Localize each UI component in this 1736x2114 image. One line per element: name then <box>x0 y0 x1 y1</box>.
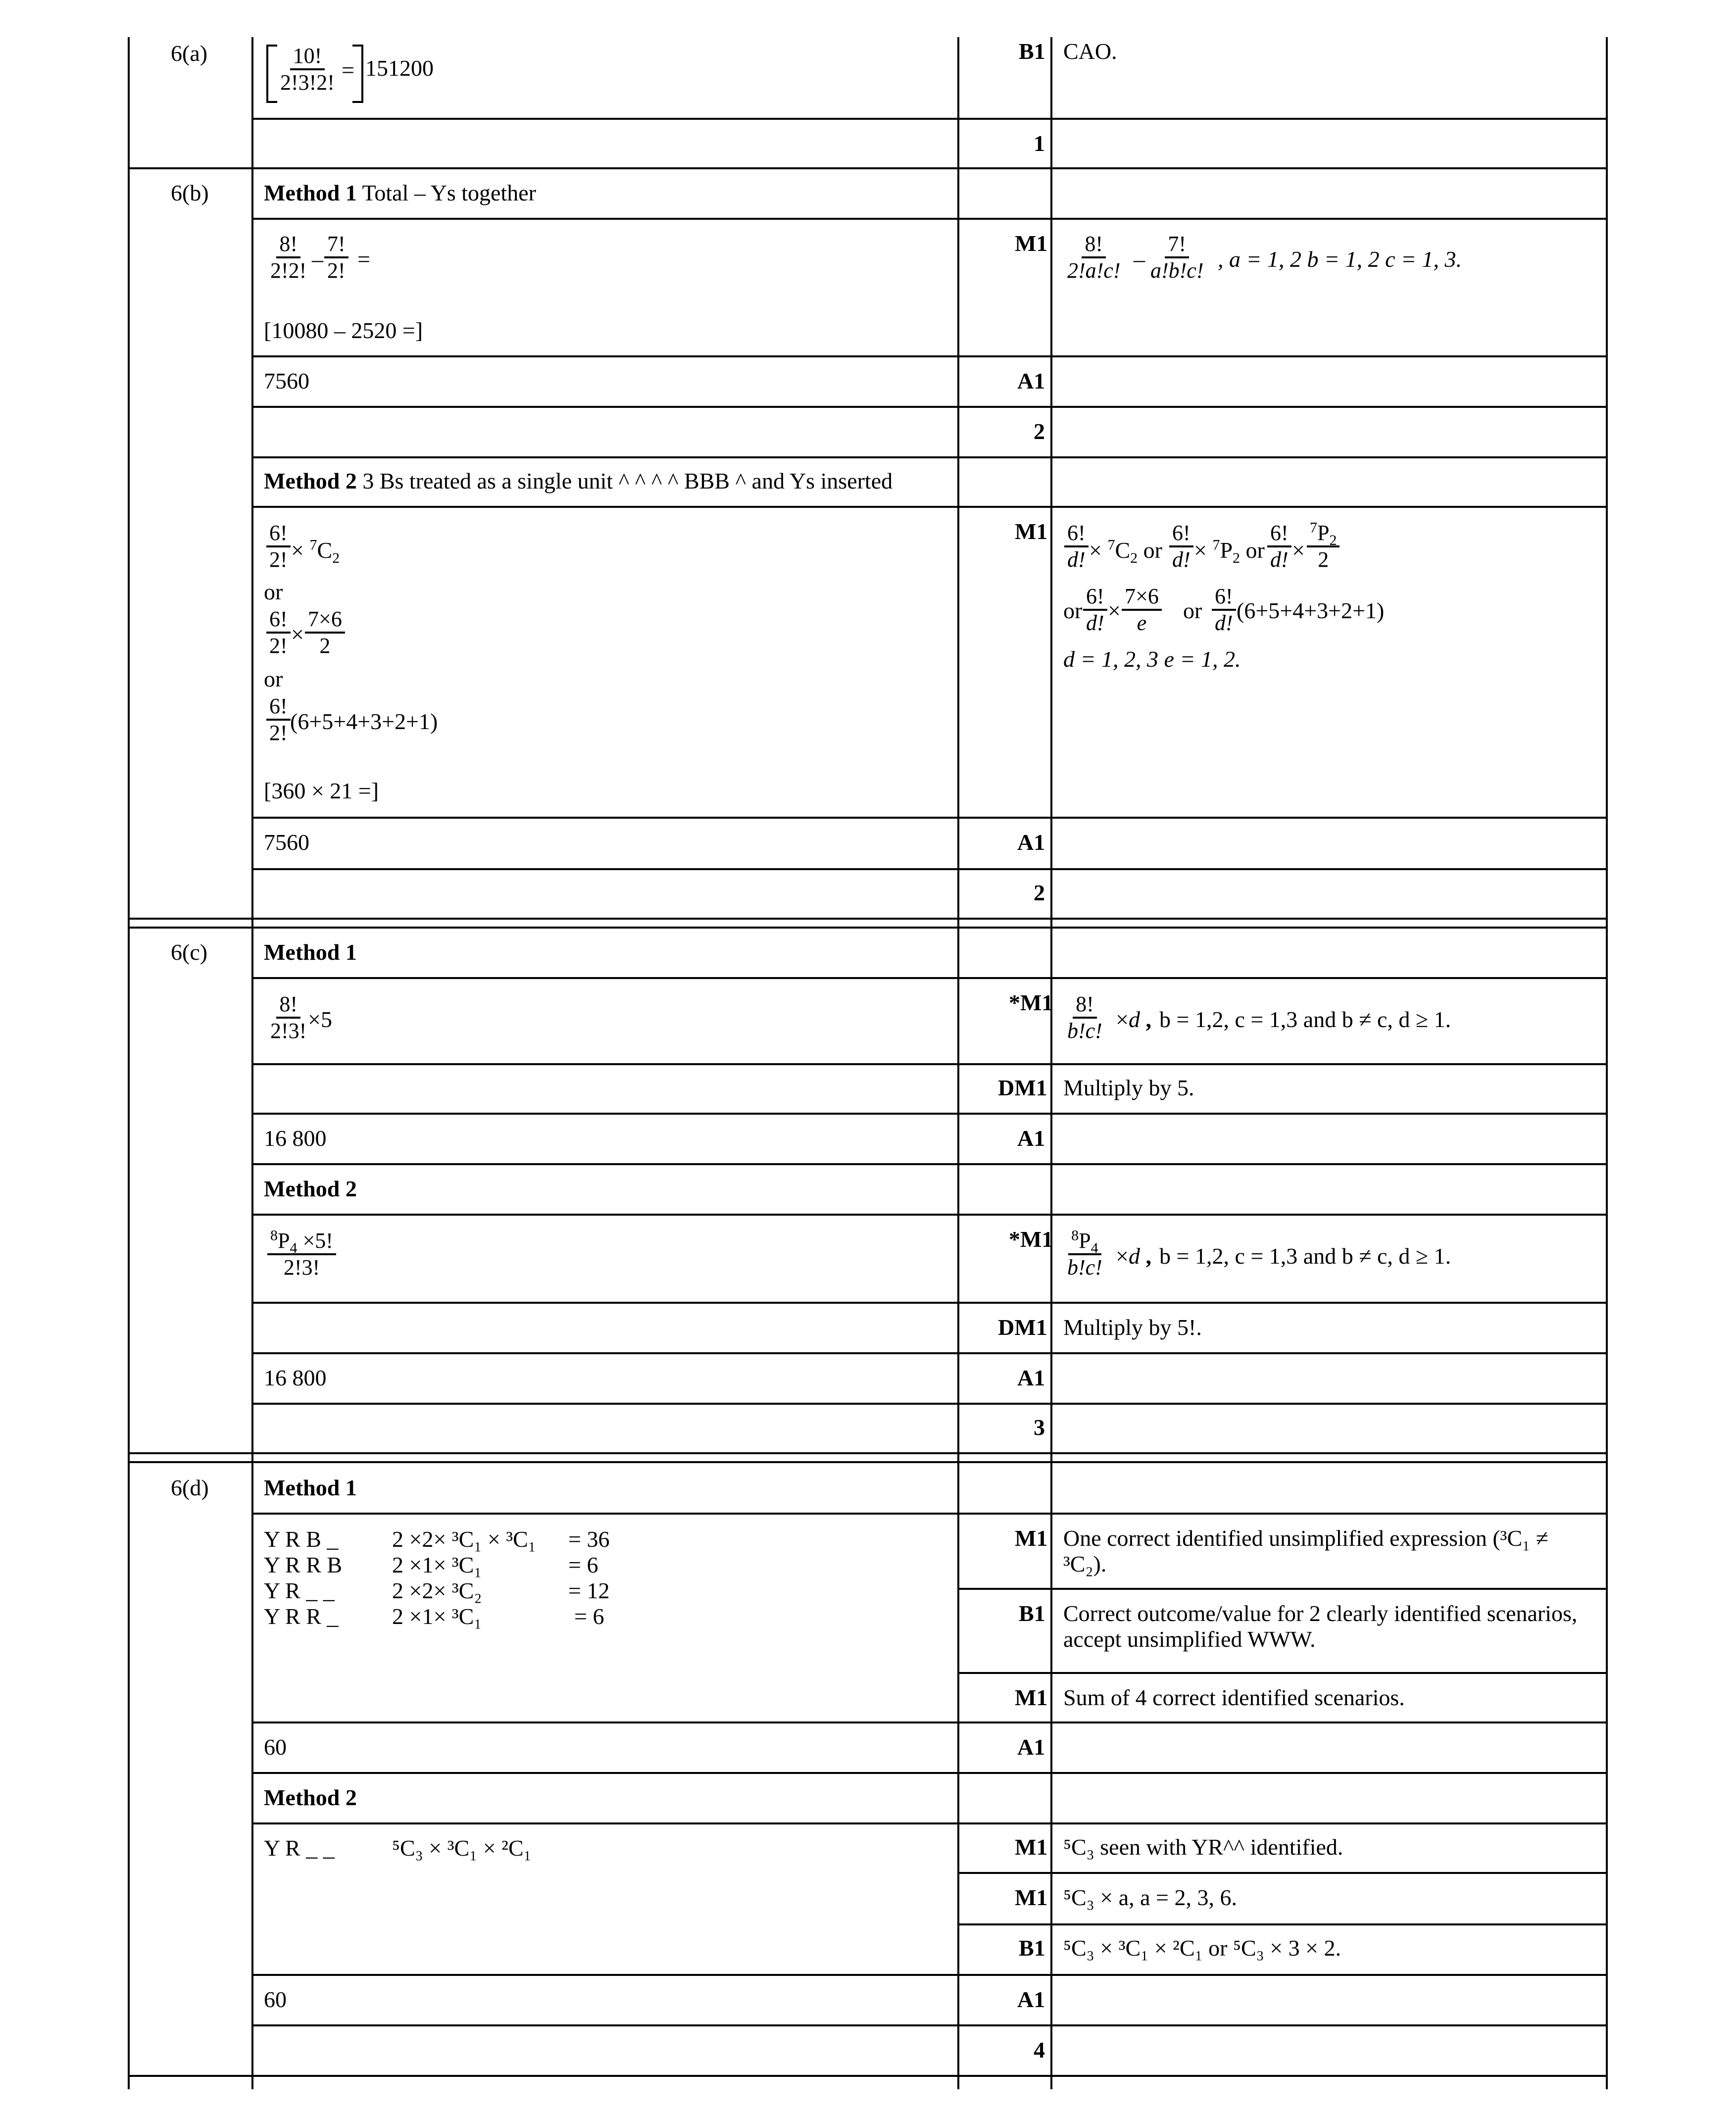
bracket-left <box>266 45 277 103</box>
scenario-pattern: Y R R _ <box>264 1604 339 1629</box>
mark-code: DM1 <box>998 1075 1047 1100</box>
fraction: $\frac{6!}{2!}$ <box>266 607 291 658</box>
scenario-expression: 2 ×1× ³C₁ <box>392 1552 482 1577</box>
row-line <box>251 355 1608 357</box>
fraction: $\frac{6!}{2!}$ <box>266 694 291 745</box>
method-heading: Method 2 <box>264 1785 357 1810</box>
mark-code: A1 <box>1017 1126 1045 1151</box>
working: (6+5+4+3+2+1) <box>290 709 438 734</box>
row-line <box>957 1872 1608 1874</box>
mark-code: B1 <box>1019 39 1045 64</box>
mark-total: 4 <box>1034 2037 1045 2063</box>
fraction: $\frac{7\times 6}{2}$ <box>305 607 345 658</box>
question-label: 6(c) <box>171 939 208 965</box>
row-line <box>957 1672 1608 1674</box>
mark-code: A1 <box>1017 368 1045 393</box>
or-text: or <box>264 666 283 691</box>
minus-sign: – <box>1134 246 1145 272</box>
or-text: or <box>1183 598 1202 623</box>
guidance-note: d = 1, 2, 3 e = 1, 2. <box>1063 646 1241 672</box>
scenario-expression: 2 ×2× ³C₁ × ³C₁ <box>392 1526 536 1552</box>
row-line <box>128 2075 1608 2077</box>
mark-code: *M1 <box>1009 1227 1053 1252</box>
row-line <box>251 2024 1608 2026</box>
scenario-pattern: Y R _ _ <box>264 1578 335 1603</box>
question-label: 6(d) <box>171 1475 209 1500</box>
fraction: $\frac{6!}{d!}$ <box>1064 521 1089 572</box>
row-line <box>128 927 1608 929</box>
row-line <box>957 1923 1608 1925</box>
guidance-note: ⁵C₃ × a, a = 2, 3, 6. <box>1063 1885 1237 1910</box>
fraction: $\frac{8!}{2!3!}$ <box>270 992 307 1043</box>
row-line <box>251 1352 1608 1354</box>
method-heading: Method 1 <box>264 939 357 965</box>
mark-code: M1 <box>1015 1834 1048 1860</box>
or-text: or <box>1063 598 1083 623</box>
working: [360 × 21 =] <box>264 778 379 803</box>
mark-code: A1 <box>1017 830 1045 855</box>
working: × $^7C_2$ <box>291 537 340 567</box>
scenario-value: = 36 <box>568 1526 610 1552</box>
row-line <box>251 1113 1608 1115</box>
answer-value: 7560 <box>264 368 309 393</box>
row-line <box>251 1302 1608 1304</box>
guidance-note: Multiply by 5. <box>1063 1075 1194 1100</box>
scenario-expression: 2 ×2× ³C₂ <box>392 1578 482 1603</box>
row-line <box>251 406 1608 408</box>
row-line <box>128 1461 1608 1463</box>
guidance-note: ⁵C₃ seen with YR^^ identified. <box>1063 1834 1343 1860</box>
answer-value: 151200 <box>365 55 434 81</box>
mark-total: 2 <box>1034 419 1045 444</box>
row-line <box>251 1772 1608 1774</box>
working: ×d , <box>1116 1243 1151 1269</box>
times-sign: × <box>1292 538 1305 563</box>
mark-code: B1 <box>1019 1935 1045 1961</box>
guidance-note: ⁵C₃ × ³C₁ × ²C₁ or ⁵C₃ × 3 × 2. <box>1063 1935 1341 1961</box>
guidance-note: One correct identified unsimplified expression (³C₁ ≠ ³C₂). <box>1063 1525 1548 1576</box>
row-line <box>251 1822 1608 1824</box>
answer-value: 7560 <box>264 830 309 855</box>
row-line <box>251 817 1608 819</box>
or-text: or <box>264 579 283 604</box>
row-line <box>251 1063 1608 1065</box>
border-left <box>128 37 130 2089</box>
fraction: $\frac{^8P_4 \times 5!}{2!3!}$ <box>267 1229 336 1280</box>
working: × $^7C_2$ or <box>1089 537 1162 567</box>
mark-total: 3 <box>1034 1415 1045 1440</box>
question-label: 6(b) <box>171 180 209 205</box>
mark-code: B1 <box>1019 1601 1045 1626</box>
mark-code: DM1 <box>998 1315 1047 1340</box>
row-line <box>251 1163 1608 1165</box>
answer-value: 16 800 <box>264 1365 327 1390</box>
guidance-note: b = 1,2, c = 1,3 and b ≠ c, d ≥ 1. <box>1159 1007 1451 1032</box>
answer-value: 16 800 <box>264 1126 327 1151</box>
fraction: $\frac{8!}{b!c!}$ <box>1067 992 1102 1043</box>
fraction: $\frac{8!}{2!2!}$ <box>270 232 307 283</box>
row-line <box>128 918 1608 920</box>
fraction: $\frac{6!}{d!}$ <box>1169 521 1193 572</box>
fraction: $\frac{10!}{2!3!2!}$ <box>280 44 335 95</box>
scenario-pattern: Y R R B <box>264 1552 343 1577</box>
method-heading: Method 1 Total – Ys together <box>264 180 536 205</box>
answer-value: 60 <box>264 1734 287 1760</box>
scenario-value: = 6 <box>574 1604 604 1629</box>
row-line <box>251 1214 1608 1216</box>
scenario-value: = 12 <box>568 1578 610 1603</box>
fraction: $\frac{7!}{2!}$ <box>324 232 348 283</box>
mark-total: 2 <box>1034 880 1045 905</box>
row-line <box>251 1721 1608 1723</box>
guidance-note: Correct outcome/value for 2 clearly identified scenarios, accept unsimplified WWW. <box>1063 1601 1578 1652</box>
times-sign: × <box>291 622 304 647</box>
minus-sign: – <box>312 246 323 272</box>
row-line <box>251 118 1608 120</box>
mark-code: *M1 <box>1009 990 1053 1015</box>
fraction: $\frac{^7P_2}{2}$ <box>1307 521 1339 572</box>
row-line <box>128 1452 1608 1454</box>
method-heading: Method 1 <box>264 1475 357 1500</box>
row-line <box>128 167 1608 169</box>
fraction: $\frac{7!}{a!b!c!}$ <box>1150 232 1204 283</box>
mark-code: M1 <box>1015 519 1048 544</box>
mark-total: 1 <box>1034 131 1045 156</box>
mark-code: M1 <box>1015 1685 1048 1710</box>
fraction: $\frac{6!}{d!}$ <box>1083 584 1107 636</box>
row-line <box>251 218 1608 220</box>
fraction: $\frac{6!}{d!}$ <box>1267 521 1291 572</box>
fraction: $\frac{6!}{d!}$ <box>1212 584 1236 636</box>
equals-sign: = <box>342 57 354 83</box>
working: (6+5+4+3+2+1) <box>1237 598 1385 623</box>
fraction: $\frac{7\times 6}{e}$ <box>1122 584 1162 636</box>
mark-code: A1 <box>1017 1365 1045 1390</box>
mark-code: M1 <box>1015 1885 1048 1910</box>
working: [10080 – 2520 =] <box>264 318 423 343</box>
guidance-note: Sum of 4 correct identified scenarios. <box>1063 1685 1405 1710</box>
row-line <box>251 868 1608 870</box>
fraction: $\frac{6!}{2!}$ <box>266 521 291 572</box>
equals-sign: = <box>357 246 370 272</box>
guidance-note: Multiply by 5!. <box>1063 1315 1202 1340</box>
row-line <box>251 1403 1608 1405</box>
mark-code: A1 <box>1017 1734 1045 1760</box>
fraction: $\frac{8!}{2!a!c!}$ <box>1067 232 1121 283</box>
method-heading: Method 2 3 Bs treated as a single unit ^ ^ ^ ^ BBB ^ and Ys inserted <box>264 468 893 493</box>
fraction: $\frac{^8P_4}{b!c!}$ <box>1067 1227 1102 1279</box>
question-label: 6(a) <box>171 41 208 66</box>
scenario-expression: 2 ×1× ³C₁ <box>392 1604 482 1629</box>
answer-value: 60 <box>264 1987 287 2012</box>
working: ×d , <box>1116 1007 1151 1032</box>
mark-code: M1 <box>1015 231 1048 256</box>
guidance-note: CAO. <box>1063 39 1117 64</box>
scenario-expression: ⁵C₃ × ³C₁ × ²C₁ <box>392 1835 532 1861</box>
mark-code: A1 <box>1017 1987 1045 2012</box>
row-line <box>251 977 1608 979</box>
guidance-note: b = 1,2, c = 1,3 and b ≠ c, d ≥ 1. <box>1159 1243 1451 1269</box>
row-line <box>251 456 1608 458</box>
working: × $^7P_2$ or <box>1194 537 1265 567</box>
row-line <box>251 1513 1608 1515</box>
row-line <box>957 1588 1608 1590</box>
mark-code: M1 <box>1015 1525 1048 1551</box>
times-sign: × <box>1108 598 1121 623</box>
scenario-pattern: Y R _ _ <box>264 1835 335 1861</box>
scenario-value: = 6 <box>568 1552 598 1577</box>
row-line <box>251 1974 1608 1976</box>
working: ×5 <box>308 1007 332 1032</box>
scenario-pattern: Y R B _ <box>264 1526 339 1552</box>
method-heading: Method 2 <box>264 1176 357 1201</box>
guidance-note: , a = 1, 2 b = 1, 2 c = 1, 3. <box>1218 246 1462 272</box>
row-line <box>251 506 1608 508</box>
